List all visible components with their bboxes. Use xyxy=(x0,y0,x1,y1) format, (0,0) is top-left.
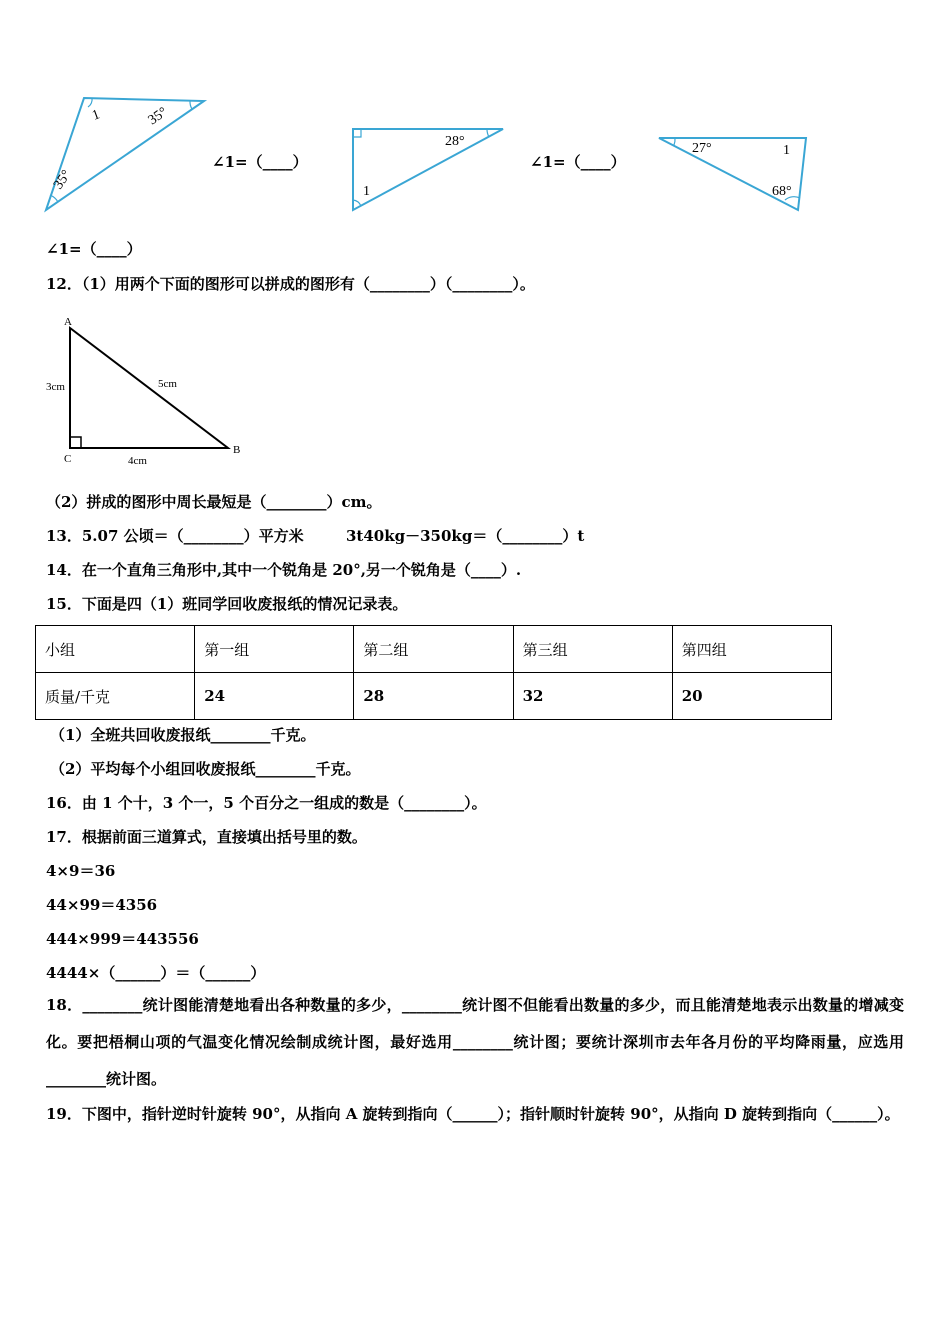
table-cell: 24 xyxy=(195,673,354,720)
vertex-c-label: C xyxy=(64,453,72,465)
tri1-angle-a-label: 35° xyxy=(50,167,75,193)
q17-eq-2: 44×99＝4356 xyxy=(46,896,158,914)
q12-part2: （2）拼成的图形中周长最短是（________）cm。 xyxy=(46,493,382,511)
q14: 14．在一个直角三角形中,其中一个锐角是 20°,另一个锐角是（____）. xyxy=(46,561,522,579)
q17-eq-4: 4444×（______）＝（______） xyxy=(46,964,266,982)
side-cb-label: 4cm xyxy=(128,455,147,467)
side-ab-label: 5cm xyxy=(158,378,177,390)
q19: 19．下图中，指针逆时针旋转 90°，从指向 A 旋转到指向（______）；指针顺时针旋转 90°，从指向 D 旋转到指向（______）。 xyxy=(46,1105,900,1123)
triangle-figure-3 xyxy=(655,132,815,217)
q13-part2: 3t40kg－350kg＝（________）t xyxy=(346,527,585,545)
table-header-cell: 第三组 xyxy=(513,626,672,673)
table-header-row xyxy=(36,626,832,673)
vertex-a-label: A xyxy=(64,316,72,328)
q17-title: 17．根据前面三道算式，直接填出括号里的数。 xyxy=(46,828,367,846)
table-row xyxy=(36,673,832,720)
answer-1: ∠1=（____） xyxy=(212,153,308,171)
record-table xyxy=(35,625,832,720)
table-header-cell: 第一组 xyxy=(195,626,354,673)
q16: 16．由 1 个十，3 个一，5 个百分之一组成的数是（________）。 xyxy=(46,794,487,812)
tri3-angle-a-label: 27° xyxy=(692,141,712,156)
q15-title: 15．下面是四（1）班同学回收废报纸的情况记录表。 xyxy=(46,595,408,613)
tri1-unknown-label: 1 xyxy=(90,107,102,124)
q17-eq-3: 444×999＝443556 xyxy=(46,930,199,948)
tri1-angle-b-label: 35° xyxy=(145,104,171,129)
vertex-b-label: B xyxy=(233,444,241,456)
answer-2: ∠1=（____） xyxy=(530,153,626,171)
triangle-figure-2 xyxy=(345,122,510,217)
answer-3: ∠1=（____） xyxy=(46,240,142,258)
tri2-angle-label: 28° xyxy=(445,134,465,149)
table-header-cell: 小组 xyxy=(36,626,195,673)
table-row-label: 质量/千克 xyxy=(36,673,195,720)
right-triangle-figure xyxy=(40,310,260,470)
table-cell: 20 xyxy=(672,673,831,720)
q13-part1: 13．5.07 公顷＝（________）平方米 xyxy=(46,527,304,545)
table-cell: 32 xyxy=(513,673,672,720)
q12-part1: 12．（1）用两个下面的图形可以拼成的图形有（________）（________）。 xyxy=(46,275,535,293)
table-header-cell: 第二组 xyxy=(354,626,513,673)
tri2-unknown-label: 1 xyxy=(363,184,370,199)
q15-sub2: （2）平均每个小组回收废报纸________千克。 xyxy=(50,760,361,778)
q18: 18．________统计图能清楚地看出各种数量的多少，________统计图不但能看出数量的多少，而且能清楚地表示出数量的增减变化。要把梧桐山项的气温变化情况绘制成统计图，最好选用________统计图；要统计深圳市去年各月份的平均降雨量，应选用________统计图。 xyxy=(46,996,904,1088)
table-cell: 28 xyxy=(354,673,513,720)
table-header-cell: 第四组 xyxy=(672,626,831,673)
tri3-angle-b-label: 68° xyxy=(772,184,792,199)
triangle-figure-1 xyxy=(40,92,210,217)
q15-sub1: （1）全班共回收废报纸________千克。 xyxy=(50,726,316,744)
tri3-unknown-label: 1 xyxy=(783,143,790,158)
side-ac-label: 3cm xyxy=(46,381,65,393)
q17-eq-1: 4×9＝36 xyxy=(46,862,116,880)
